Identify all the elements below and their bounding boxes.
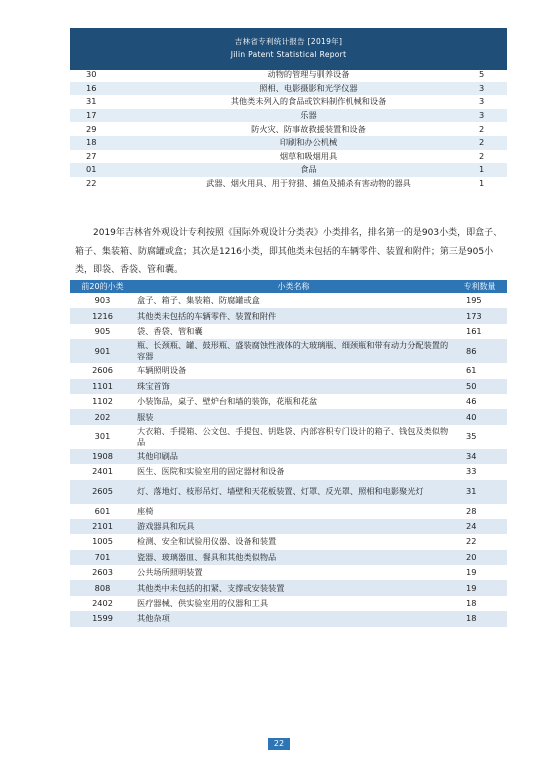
report-header xyxy=(70,28,507,70)
category-code: 18 xyxy=(70,136,144,150)
category-name: 烟草和吸烟用具 xyxy=(279,150,338,161)
subclass-code: 1101 xyxy=(70,379,135,394)
category-count: 2 xyxy=(479,123,485,134)
category-count: 2 xyxy=(479,150,485,161)
patent-count: 28 xyxy=(466,505,477,516)
patent-count: 33 xyxy=(466,466,477,477)
table-row xyxy=(70,464,507,479)
table-row xyxy=(70,480,507,504)
patent-count: 195 xyxy=(466,295,482,306)
subclass-name: 其他印刷品 xyxy=(135,449,452,464)
subclass-name: 灯、落地灯、枝形吊灯、墙壁和天花板装置、灯罩、反光罩、照相和电影聚光灯 xyxy=(135,480,452,504)
category-code: 22 xyxy=(86,178,97,189)
table-header-row xyxy=(70,280,507,293)
category-code: 29 xyxy=(86,123,97,134)
category-name: 武器、烟火用具、用于狩猎、捕鱼及捕杀有害动物的器具 xyxy=(206,178,411,189)
patent-count: 61 xyxy=(466,365,477,376)
patent-count: 18 xyxy=(466,598,477,609)
subclass-code: 2606 xyxy=(92,365,113,376)
subclass-name: 大衣箱、手提箱、公文包、手提包、钥匙袋、内部容积专门设计的箱子、钱包及类似物品 xyxy=(137,425,449,447)
patent-count: 50 xyxy=(452,379,507,394)
patent-count: 46 xyxy=(466,396,477,407)
patent-count: 19 xyxy=(466,567,477,578)
subclass-code: 1216 xyxy=(70,308,135,323)
patent-count: 161 xyxy=(466,325,482,336)
subclass-code: 1102 xyxy=(92,396,113,407)
subclass-name: 瓷器、玻璃器皿、餐具和其他类似物品 xyxy=(135,550,452,565)
table-row xyxy=(70,363,507,378)
header-name: 小类名称 xyxy=(135,280,452,293)
subclass-name: 其他类中未包括的扣紧、支撑或安装装置 xyxy=(135,580,452,595)
patent-count: 19 xyxy=(452,580,507,595)
subclass-code: 903 xyxy=(94,295,111,306)
subclass-name: 盒子、箱子、集装箱、防腐罐或盒 xyxy=(137,295,260,306)
subclass-name: 检测、安全和试验用仪器、设备和装置 xyxy=(137,536,277,547)
category-count: 3 xyxy=(479,96,485,107)
header-title-en: Jilin Patent Statistical Report xyxy=(230,50,347,59)
category-count: 3 xyxy=(473,109,507,123)
header-count: 专利数量 xyxy=(452,280,507,293)
category-code: 30 xyxy=(86,69,97,80)
table-row xyxy=(70,177,507,191)
category-name: 印刷和办公机械 xyxy=(144,136,473,150)
patent-count: 22 xyxy=(466,536,477,547)
subclass-code: 1599 xyxy=(70,611,135,626)
subclass-name: 袋、香袋、管和囊 xyxy=(137,325,203,336)
table-row xyxy=(70,394,507,409)
table-row xyxy=(70,163,507,177)
category-count: 1 xyxy=(479,178,485,189)
patent-count: 86 xyxy=(452,339,507,363)
subclass-code: 301 xyxy=(94,431,111,442)
patent-count: 34 xyxy=(452,449,507,464)
table-row xyxy=(70,122,507,136)
subclass-code: 1005 xyxy=(92,536,113,547)
subclass-name: 瓶、长颈瓶、罐、鼓形瓶、盛装腐蚀性液体的大玻璃瓶、细颈瓶和带有动力分配装置的容器 xyxy=(135,339,452,363)
subclass-name: 服装 xyxy=(135,409,452,424)
subclass-code: 2603 xyxy=(92,567,113,578)
patent-count: 35 xyxy=(466,431,477,442)
subclass-name: 其他类未包括的车辆零件、装置和附件 xyxy=(135,308,452,323)
patent-count: 24 xyxy=(452,519,507,534)
category-name: 动物的管理与驯养设备 xyxy=(267,69,350,80)
table-row xyxy=(70,82,507,96)
subclass-name: 车辆照明设备 xyxy=(137,365,187,376)
table-row xyxy=(70,150,507,164)
category-name: 照相、电影摄影和光学仪器 xyxy=(144,82,473,96)
table-row xyxy=(70,293,507,308)
table-row xyxy=(70,504,507,519)
subclass-code: 1908 xyxy=(70,449,135,464)
category-count: 3 xyxy=(473,82,507,96)
table-row xyxy=(70,324,507,339)
subclass-name: 公共场所照明装置 xyxy=(137,567,203,578)
category-count: 1 xyxy=(473,163,507,177)
subclass-code: 202 xyxy=(70,409,135,424)
table-row xyxy=(70,596,507,611)
subclass-code: 2402 xyxy=(92,598,113,609)
subclass-name: 游戏器具和玩具 xyxy=(135,519,452,534)
table-row xyxy=(70,68,507,82)
table-row xyxy=(70,449,507,464)
table-row xyxy=(70,550,507,565)
page-number: 22 xyxy=(268,738,290,750)
table-row xyxy=(70,339,507,363)
category-code: 17 xyxy=(70,109,144,123)
table-row xyxy=(70,611,507,626)
subclass-name: 座椅 xyxy=(137,505,154,516)
subclass-name: 医疗器械、供实验室用的仪器和工具 xyxy=(137,598,269,609)
header-title-cn: 吉林省专利统计报告 [2019年] xyxy=(234,37,343,46)
category-name: 其他类未列入的食品或饮料制作机械和设备 xyxy=(230,96,387,107)
category-code: 16 xyxy=(70,82,144,96)
subclass-code: 601 xyxy=(94,505,111,516)
table-row xyxy=(70,109,507,123)
table-row xyxy=(70,95,507,109)
top-category-table xyxy=(70,68,507,190)
table-row xyxy=(70,580,507,595)
category-code: 27 xyxy=(86,150,97,161)
table-row xyxy=(70,565,507,580)
subclass-name: 珠宝首饰 xyxy=(135,379,452,394)
category-count: 2 xyxy=(473,136,507,150)
subclass-code: 2401 xyxy=(92,466,113,477)
category-name: 防火灾、防事故救援装置和设备 xyxy=(251,123,366,134)
header-code: 前20的小类 xyxy=(70,280,135,293)
category-name: 食品 xyxy=(144,163,473,177)
subclass-code: 701 xyxy=(70,550,135,565)
subclass-code: 808 xyxy=(70,580,135,595)
summary-paragraph: 2019年吉林省外观设计专利按照《国际外观设计分类表》小类排名，排名第一的是903小类，即盒子、箱子、集装箱、防腐罐或盒；其次是1216小类，即其他类未包括的车辆零件、装置和附件；第三是905小类，即袋、香袋、管和囊。 xyxy=(75,228,503,275)
subclass-code: 2605 xyxy=(70,480,135,504)
table-row xyxy=(70,379,507,394)
subclass-name: 小装饰品，桌子、壁炉台和墙的装饰，花瓶和花盆 xyxy=(137,396,318,407)
patent-count: 20 xyxy=(452,550,507,565)
table-row xyxy=(70,136,507,150)
category-count: 5 xyxy=(479,69,485,80)
table-row xyxy=(70,308,507,323)
subclass-code: 905 xyxy=(94,325,111,336)
table-row xyxy=(70,409,507,424)
category-code: 01 xyxy=(70,163,144,177)
patent-count: 173 xyxy=(452,308,507,323)
patent-count: 40 xyxy=(452,409,507,424)
category-name: 乐器 xyxy=(144,109,473,123)
table-row xyxy=(70,425,507,449)
subclass-code: 2101 xyxy=(70,519,135,534)
table-row xyxy=(70,519,507,534)
top20-subclass-table xyxy=(70,280,507,627)
subclass-code: 901 xyxy=(70,339,135,363)
patent-count: 31 xyxy=(452,480,507,504)
table-row xyxy=(70,534,507,549)
category-code: 31 xyxy=(86,96,97,107)
patent-count: 18 xyxy=(452,611,507,626)
subclass-name: 医生、医院和实验室用的固定器材和设备 xyxy=(137,466,285,477)
subclass-name: 其他杂项 xyxy=(135,611,452,626)
